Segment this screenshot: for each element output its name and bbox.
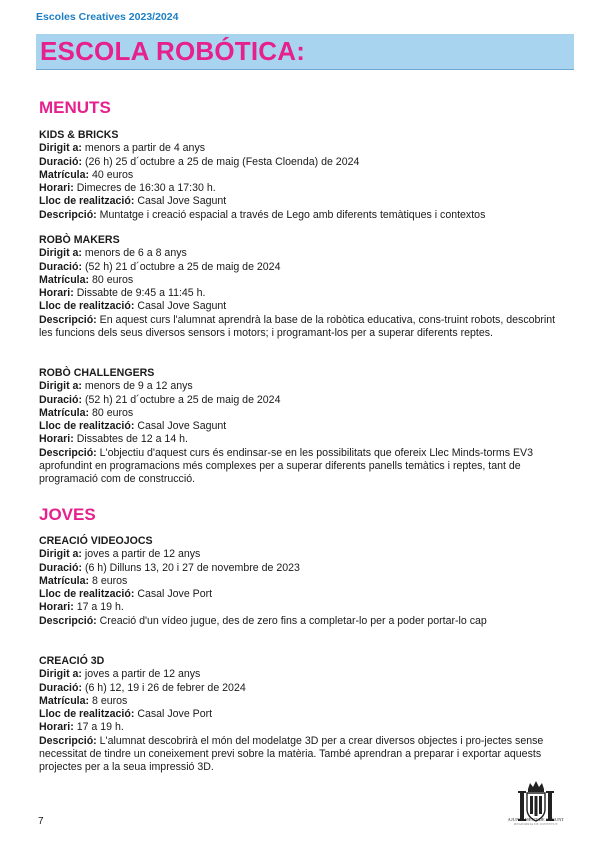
course-creacio-videojocs [39, 535, 569, 628]
course-duracio: (26 h) 25 d´octubre a 25 de maig (Festa Cloenda) de 2024 [84, 155, 360, 168]
course-horari: 17 a 19 h. [76, 721, 124, 734]
course-dirigit: joves a partir de 12 anys [84, 668, 201, 681]
page-number: 7 [38, 816, 44, 827]
course-lloc: Casal Jove Port [137, 588, 213, 601]
label-horari: Horari: [39, 721, 74, 734]
course-descripcio: Muntatge i creació espacial a través de Lego amb diferents temàtiques i contextos [99, 208, 486, 221]
course-matricula: 80 euros [92, 273, 134, 286]
course-descripcio: L'alumnat descobrirà el món del modelatge 3D per a crear diversos objectes i pro-jectes sense necessitat de tindre un coneixement previ sobre la matèria. També aprendran a preparar i exportar aquests projectes per a la seua impressió 3D. [39, 734, 544, 774]
header-program: Escoles Creatives 2023/2024 [36, 11, 179, 23]
course-descripcio: Creació d'un vídeo jugue, des de zero fins a completar-lo per a poder portar-lo cap [99, 614, 487, 627]
course-lloc: Casal Jove Sagunt [137, 195, 227, 208]
course-descripcio: En aquest curs l'alumnat aprendrà la base de la robòtica educativa, cons-truint robots, descobrint les funcions dels seus diversos sensors i motors; i programant-los per a superar diferents reptes. [39, 313, 556, 340]
label-duracio: Duració: [39, 260, 82, 273]
label-duracio: Duració: [39, 561, 82, 574]
label-dirigit: Dirigit a: [39, 142, 82, 155]
course-lloc: Casal Jove Sagunt [137, 420, 227, 433]
course-name: KIDS & BRICKS [39, 129, 119, 141]
label-lloc: Lloc de realització: [39, 420, 135, 433]
course-descripcio: L'objectiu d'aquest curs és endinsar-se en les possibilitats que ofereix Llec Minds-torms EV3 aprofundint en programacions més complexes per a superar diferents panells temàtics i reptes, tant de programació com de construcció. [39, 446, 533, 486]
course-duracio: (52 h) 21 d´octubre a 25 de maig de 2024 [84, 393, 281, 406]
course-horari: Dissabte de 9:45 a 11:45 h. [76, 287, 206, 300]
label-descripcio: Descripció: [39, 614, 97, 627]
label-lloc: Lloc de realització: [39, 588, 135, 601]
label-duracio: Duració: [39, 393, 82, 406]
label-matricula: Matrícula: [39, 273, 90, 286]
title-bar [36, 34, 574, 70]
course-duracio: (6 h) Dilluns 13, 20 i 27 de novembre de 2023 [84, 561, 300, 574]
course-dirigit: menors de 9 a 12 anys [84, 380, 193, 393]
label-descripcio: Descripció: [39, 446, 97, 459]
course-name: ROBÒ CHALLENGERS [39, 367, 155, 379]
label-descripcio: Descripció: [39, 208, 97, 221]
section-heading-menuts: MENUTS [39, 98, 111, 117]
label-dirigit: Dirigit a: [39, 548, 82, 561]
course-horari: Dissabtes de 12 a 14 h. [76, 433, 188, 446]
logo-caption-subtitle: REGIDORIA DE JOVENTUT [514, 822, 558, 826]
course-name: CREACIÓ 3D [39, 655, 105, 667]
label-horari: Horari: [39, 182, 74, 195]
label-dirigit: Dirigit a: [39, 668, 82, 681]
course-robo-challengers [39, 367, 569, 487]
course-name: CREACIÓ VIDEOJOCS [39, 535, 153, 547]
page-title: ESCOLA ROBÓTICA: [40, 36, 306, 66]
course-matricula: 80 euros [92, 406, 134, 419]
label-descripcio: Descripció: [39, 313, 97, 326]
label-horari: Horari: [39, 433, 74, 446]
label-horari: Horari: [39, 601, 74, 614]
course-dirigit: joves a partir de 12 anys [84, 548, 201, 561]
label-matricula: Matrícula: [39, 694, 90, 707]
label-lloc: Lloc de realització: [39, 708, 135, 721]
course-dirigit: menors a partir de 4 anys [84, 142, 206, 155]
label-matricula: Matrícula: [39, 168, 90, 181]
label-descripcio: Descripció: [39, 734, 97, 747]
course-lloc: Casal Jove Sagunt [137, 300, 227, 313]
label-duracio: Duració: [39, 681, 82, 694]
course-kids-bricks [39, 129, 569, 222]
label-dirigit: Dirigit a: [39, 247, 82, 260]
label-dirigit: Dirigit a: [39, 380, 82, 393]
label-matricula: Matrícula: [39, 574, 90, 587]
logo-caption-title: AJUNTAMENT DE SAGUNT [507, 817, 565, 822]
section-heading-joves: JOVES [39, 505, 96, 524]
label-matricula: Matrícula: [39, 406, 90, 419]
course-matricula: 40 euros [92, 168, 134, 181]
course-duracio: (52 h) 21 d´octubre a 25 de maig de 2024 [84, 260, 281, 273]
logo-caption [503, 817, 569, 827]
course-dirigit: menors de 6 a 8 anys [84, 247, 187, 260]
course-duracio: (6 h) 12, 19 i 26 de febrer de 2024 [84, 681, 246, 694]
label-lloc: Lloc de realització: [39, 300, 135, 313]
label-duracio: Duració: [39, 155, 82, 168]
label-lloc: Lloc de realització: [39, 195, 135, 208]
label-horari: Horari: [39, 287, 74, 300]
course-matricula: 8 euros [92, 574, 128, 587]
course-matricula: 8 euros [92, 694, 128, 707]
course-robo-makers [39, 234, 569, 340]
course-horari: Dimecres de 16:30 a 17:30 h. [76, 182, 216, 195]
course-name: ROBÒ MAKERS [39, 234, 120, 246]
course-lloc: Casal Jove Port [137, 708, 213, 721]
course-creacio-3d [39, 655, 569, 775]
course-horari: 17 a 19 h. [76, 601, 124, 614]
